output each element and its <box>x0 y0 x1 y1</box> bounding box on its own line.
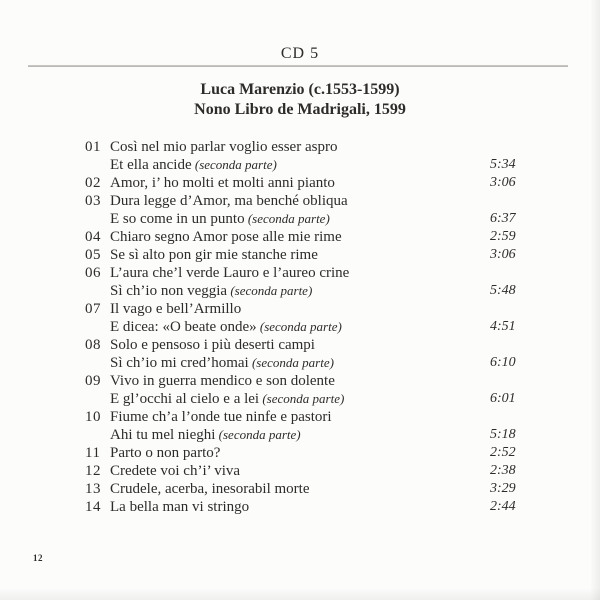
track-title: E dicea: «O beate onde» (seconda parte) <box>110 319 342 335</box>
track-number: 01 <box>85 139 101 155</box>
track-time: 3:06 <box>490 175 516 190</box>
track-line <box>85 444 545 462</box>
track-line <box>85 282 545 300</box>
track-line <box>85 264 545 282</box>
track-line <box>85 318 545 336</box>
track-note: (seconda parte) <box>259 391 345 406</box>
track-line <box>85 408 545 426</box>
track-title: Sì ch’io mi cred’homai (seconda parte) <box>110 355 334 371</box>
track-line <box>85 336 545 354</box>
track-number: 09 <box>85 373 101 389</box>
track-title: Parto o non parto? <box>110 445 221 461</box>
track-line <box>85 426 545 444</box>
track-time: 4:51 <box>490 319 516 334</box>
track-time: 5:48 <box>490 283 516 298</box>
track-line <box>85 246 545 264</box>
track-number: 14 <box>85 499 101 515</box>
page-number: 12 <box>33 553 43 563</box>
track-title: E gl’occhi al cielo e a lei (seconda parte) <box>110 391 345 407</box>
track-time: 3:06 <box>490 247 516 262</box>
track-number: 12 <box>85 463 101 479</box>
track-title: E so come in un punto (seconda parte) <box>110 211 330 227</box>
artist-title: Luca Marenzio (c.1553-1599) <box>200 81 400 98</box>
track-line <box>85 156 545 174</box>
track-line <box>85 390 545 408</box>
track-time: 2:59 <box>490 229 516 244</box>
track-title: Così nel mio parlar voglio esser aspro <box>110 139 338 155</box>
track-time: 2:44 <box>490 499 516 514</box>
track-line <box>85 228 545 246</box>
track-title: Chiaro segno Amor pose alle mie rime <box>110 229 342 245</box>
track-line <box>85 354 545 372</box>
track-title: L’aura che’l verde Lauro e l’aureo crine <box>110 265 350 281</box>
track-time: 6:01 <box>490 391 516 406</box>
track-time: 5:18 <box>490 427 516 442</box>
track-number: 10 <box>85 409 101 425</box>
track-number: 07 <box>85 301 101 317</box>
track-line <box>85 192 545 210</box>
track-line <box>85 462 545 480</box>
track-title: Ahi tu mel nieghi (seconda parte) <box>110 427 301 443</box>
track-title: Dura legge d’Amor, ma benché obliqua <box>110 193 348 209</box>
track-title: La bella man vi stringo <box>110 499 250 515</box>
track-note: (seconda parte) <box>256 319 342 334</box>
track-note: (seconda parte) <box>248 355 334 370</box>
track-line <box>85 300 545 318</box>
track-note: (seconda parte) <box>227 283 313 298</box>
track-number: 02 <box>85 175 101 191</box>
track-time: 5:34 <box>490 157 516 172</box>
track-number: 06 <box>85 265 101 281</box>
track-title: Et ella ancide (seconda parte) <box>110 157 277 173</box>
track-number: 04 <box>85 229 101 245</box>
track-title: Amor, i’ ho molti et molti anni pianto <box>110 175 335 191</box>
track-note: (seconda parte) <box>244 211 330 226</box>
track-title: Crudele, acerba, inesorabil morte <box>110 481 310 497</box>
track-title: Il vago e bell’Armillo <box>110 301 242 317</box>
track-line <box>85 210 545 228</box>
track-title: Fiume ch’a l’onde tue ninfe e pastori <box>110 409 332 425</box>
track-line <box>85 372 545 390</box>
track-time: 2:52 <box>490 445 516 460</box>
track-title: Solo e pensoso i più deserti campi <box>110 337 315 353</box>
track-time: 6:10 <box>490 355 516 370</box>
scan-shadow-bottom <box>0 588 600 600</box>
album-title: Nono Libro de Madrigali, 1599 <box>194 101 406 118</box>
cd-label: CD 5 <box>280 45 320 62</box>
track-title: Credete voi ch’i’ viva <box>110 463 241 479</box>
tracklist <box>85 138 545 516</box>
track-note: (seconda parte) <box>191 157 277 172</box>
track-line <box>85 138 545 156</box>
track-title: Sì ch’io non veggia (seconda parte) <box>110 283 313 299</box>
track-number: 03 <box>85 193 101 209</box>
track-number: 11 <box>85 445 101 461</box>
track-time: 6:37 <box>490 211 516 226</box>
track-title: Vivo in guerra mendico e son dolente <box>110 373 335 389</box>
track-number: 08 <box>85 337 101 353</box>
track-number: 13 <box>85 481 101 497</box>
track-line <box>85 480 545 498</box>
header-rule <box>28 65 568 67</box>
track-note: (seconda parte) <box>215 427 301 442</box>
track-line <box>85 498 545 516</box>
track-number: 05 <box>85 247 101 263</box>
track-time: 3:29 <box>490 481 516 496</box>
track-line <box>85 174 545 192</box>
track-title: Se sì alto pon gir mie stanche rime <box>110 247 318 263</box>
track-time: 2:38 <box>490 463 516 478</box>
